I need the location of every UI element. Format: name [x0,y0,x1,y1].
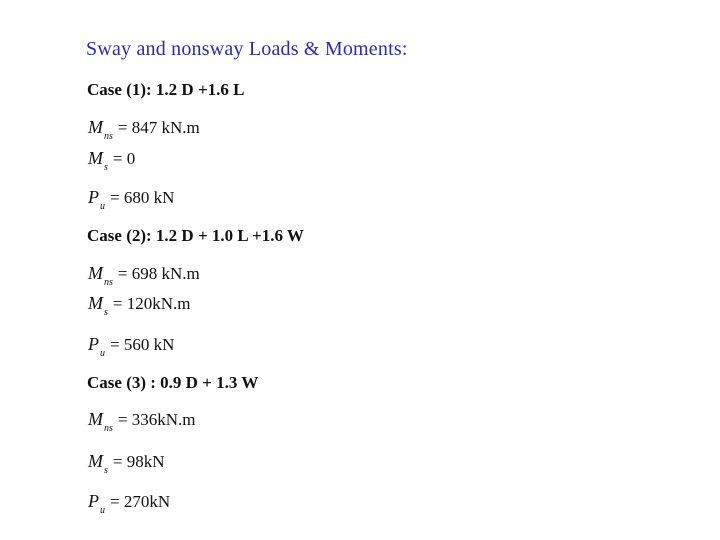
symbol: M [88,451,103,471]
case-2-heading: Case (2): 1.2 D + 1.0 L +1.6 W [87,226,304,245]
case-1-heading: Case (1): 1.2 D +1.6 L [87,80,245,99]
symbol: M [88,263,103,283]
symbol: P [88,334,99,354]
value: = 698 kN.m [117,264,200,283]
subscript: ns [104,423,113,434]
case-3-moment-sway [88,451,165,475]
value: = 270kN [110,492,171,511]
symbol: P [88,187,99,207]
value: = 336kN.m [117,410,196,429]
value: = 680 kN [110,188,175,207]
subscript: s [104,162,108,173]
symbol: M [88,148,103,168]
case-2-moment-nonsway [88,263,200,287]
subscript: ns [104,131,113,142]
symbol: M [88,409,103,429]
value: = 560 kN [110,335,175,354]
value: = 120kN.m [112,294,191,313]
case-1-moment-nonsway [88,117,200,141]
subscript: u [100,348,105,359]
subscript: ns [104,277,113,288]
case-2-axial-load [88,334,174,358]
case-3-heading: Case (3) : 0.9 D + 1.3 W [87,373,259,392]
slide-title: Sway and nonsway Loads & Moments: [86,38,408,60]
subscript: u [100,201,105,212]
symbol: M [88,293,103,313]
case-3-moment-nonsway [88,409,196,433]
value: = 847 kN.m [117,118,200,137]
subscript: s [104,307,108,318]
value: = 0 [112,149,136,168]
case-2-moment-sway [88,293,191,317]
value: = 98kN [112,452,165,471]
symbol: M [88,117,103,137]
case-3-axial-load [88,491,170,515]
case-1-moment-sway [88,148,135,172]
case-1-axial-load [88,187,174,211]
subscript: u [100,505,105,516]
symbol: P [88,491,99,511]
subscript: s [104,465,108,476]
